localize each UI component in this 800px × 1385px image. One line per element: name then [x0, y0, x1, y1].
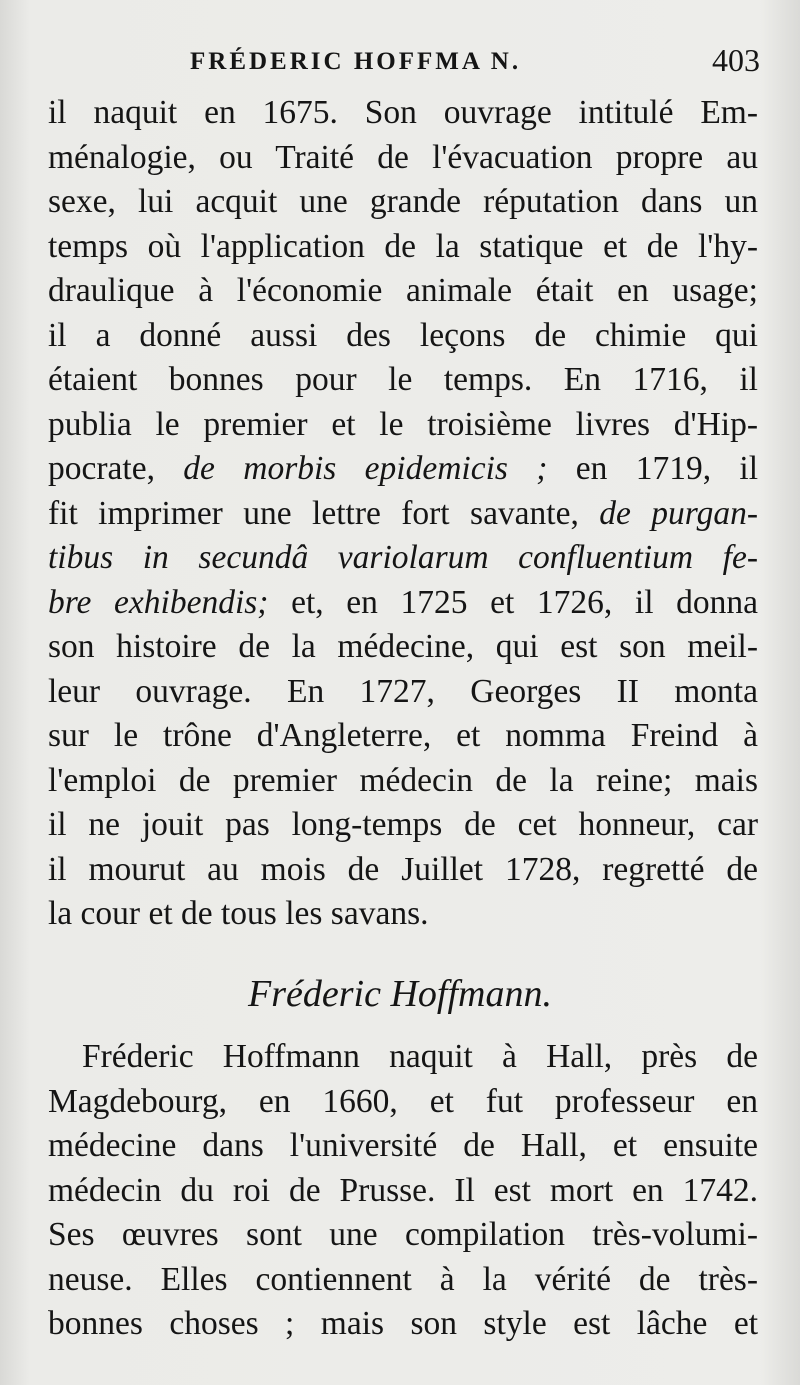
text-line [48, 581, 758, 626]
text-segment: en 1719, il [575, 450, 758, 487]
text-line: bonnes choses ; mais son style est lâche et [48, 1305, 758, 1342]
text-line: Magdebourg, en 1660, et fut professeur en [48, 1082, 758, 1120]
text-line: il naquit en 1675. Son ouvrage intitulé Em- [48, 94, 758, 131]
paragraph-hoffmann-biography [48, 1035, 758, 1347]
text-line: Ses œuvres sont une compilation très-volumi- [48, 1216, 758, 1253]
text-line: il a donné aussi des leçons de chimie qui [48, 316, 758, 354]
text-line: Fréderic Hoffmann naquit à Hall, près de [82, 1038, 758, 1075]
paragraph-freind-biography [48, 91, 758, 937]
text-line: il ne jouit pas long-temps de cet honneur, car [48, 806, 758, 843]
text-line [48, 492, 758, 537]
section-title: Fréderic Hoffmann. [248, 973, 552, 1015]
text-line: médecin du roi de Prusse. Il est mort en 1742. [48, 1171, 758, 1209]
text-line [48, 447, 758, 492]
text-line: étaient bonnes pour le temps. En 1716, il [48, 361, 758, 398]
text-line: l'emploi de premier médecin de la reine; mais [48, 761, 758, 799]
text-line: ménalogie, ou Traité de l'évacuation propre au [48, 138, 758, 176]
latin-title-line: tibus in secundâ variolarum confluentium fe- [48, 539, 758, 576]
text-line: sur le trône d'Angleterre, et nomma Freind à [48, 717, 758, 754]
latin-title: bre exhibendis; [48, 583, 269, 621]
text-line: temps où l'application de la statique et de l'hy- [48, 227, 758, 265]
latin-title: de morbis epidemicis ; [183, 450, 548, 487]
text-line: publia le premier et le troisième livres d'Hip- [48, 405, 758, 443]
text-line: la cour et de tous les savans. [48, 895, 429, 932]
latin-title: de purgan- [599, 494, 758, 532]
page-number: 403 [712, 42, 760, 78]
text-segment: pocrate, [48, 450, 155, 487]
text-line: médecine dans l'université de Hall, et ensuite [48, 1127, 758, 1164]
text-line: son histoire de la médecine, qui est son meil- [48, 628, 758, 665]
text-line: il mourut au mois de Juillet 1728, regretté de [48, 850, 758, 888]
text-line: sexe, lui acquit une grande réputation dans un [48, 183, 758, 220]
running-head: FRÉDERIC HOFFMA N. [190, 48, 522, 75]
text-line: leur ouvrage. En 1727, Georges II monta [48, 672, 758, 710]
page-header [60, 38, 760, 88]
text-line: neuse. Elles contiennent à la vérité de très- [48, 1260, 758, 1298]
text-segment: et, en 1725 et 1726, il donna [291, 583, 758, 621]
text-segment: fit imprimer une lettre fort savante, [48, 494, 579, 532]
text-line: draulique à l'économie animale était en usage; [48, 272, 758, 309]
